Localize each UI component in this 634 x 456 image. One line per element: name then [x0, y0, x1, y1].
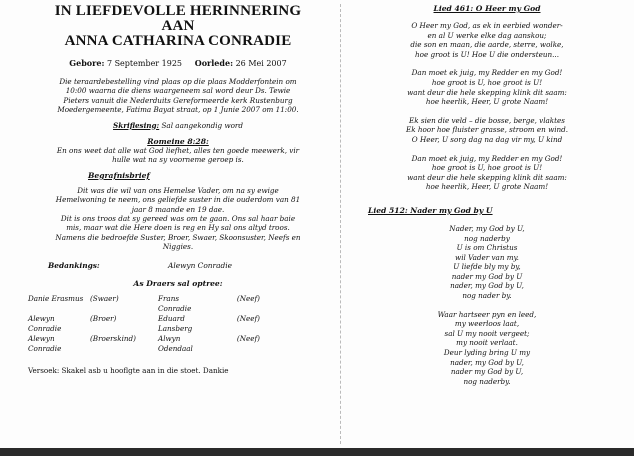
hymn-line: wil Vader van my.: [455, 252, 519, 262]
hymn-461-chorus: [352, 154, 622, 192]
scripture-value: Sal aangekondig word: [161, 120, 243, 130]
hymn-line: sal U my nooit vergeet;: [444, 328, 530, 338]
bearer-name: Eduard Lansberg: [158, 313, 193, 333]
hymn-line: en al U werke elke dag aanskou;: [427, 30, 547, 40]
hymn-line: O Heer, U sorg dag na dag vir my, U kind: [411, 134, 563, 144]
funeral-line: Pieters vanuit die Nederduits Gereformeerde kerk Rustenburg: [63, 95, 293, 105]
bearer-name: Alewyn Conradie: [28, 313, 62, 333]
hymn-line: nader, my God by U,: [450, 281, 524, 291]
scripture-label: Skriflesing:: [113, 120, 160, 130]
hymn-461-stanza: [352, 21, 622, 59]
biography-line: Namens die bedroefde Suster, Broer, Swaer, Skoonsuster, Neefs en: [55, 232, 301, 242]
hymn-line: Ek sien die veld – die bosse, berge, vlaktes: [409, 115, 565, 125]
hymn-line: nog nader by.: [462, 291, 512, 301]
died-date: 26 Mei 2007: [235, 59, 287, 68]
biography-line: Hemelwoning te neem, ons geliefde suster in die ouderdom van 81: [55, 195, 301, 205]
hymn-line: hoe groot is U, hoe groot is U!: [431, 163, 543, 173]
bearer-relation: (Broer): [90, 313, 117, 323]
hymn-line: nader, my God by U,: [450, 357, 524, 367]
hymn-line: Dan moet ek juig, my Redder en my God!: [411, 68, 563, 78]
hymn-461-heading: Lied 461: O Heer my God: [433, 4, 541, 13]
biography-line: Dit is ons troos dat sy gereed was om te gaan. Ons sal haar baie: [60, 214, 296, 224]
left-panel: [28, 4, 328, 375]
hymn-line: want deur die hele skepping klink dit saam:: [407, 87, 567, 97]
funeral-line: 10:00 waarna die diens waargeneem sal word deur Ds. Tewie: [65, 86, 291, 96]
bearer-relation: (Neef): [236, 333, 260, 343]
deceased-name: ANNA CATHARINA CONRADIE: [64, 33, 292, 49]
hymn-line: my nooit verlaat.: [456, 338, 518, 348]
biography-line: Dit was die wil van ons Hemelse Vader, om na sy ewige: [77, 185, 279, 195]
scan-edge: [0, 448, 634, 456]
heading-line-1: IN LIEFDEVOLLE HERINNERING: [54, 3, 302, 19]
hymn-461-stanza: [352, 116, 622, 145]
died-label: Oorlede:: [194, 58, 234, 68]
bearer-name: Alewyn Conradie: [28, 333, 62, 353]
hymn-line: nader my God by U,: [450, 367, 524, 377]
bearer-name: Danie Erasmus: [28, 293, 84, 303]
hymn-line: hoe groot is U! Hoe U die ondersteun...: [415, 49, 559, 59]
hymn-512-heading: Lied 512: Nader my God by U: [368, 205, 493, 215]
biography-heading: Begrafnisbrief: [88, 170, 150, 180]
scripture-row: [28, 121, 328, 130]
hymn-512-stanza: [352, 310, 622, 387]
hymn-line: hoe groot is U, hoe groot is U!: [431, 77, 543, 87]
hymn-line: nog naderby: [464, 233, 510, 243]
born-label: Gebore:: [69, 58, 105, 68]
hymn-line: nog naderby.: [463, 376, 511, 386]
hymn-461-chorus: [352, 68, 622, 106]
right-panel: [352, 4, 622, 386]
romeine-line: hulle wat na sy voorneme geroep is.: [112, 155, 244, 165]
hymn-line: hoe heerlik, Heer, U grote Naam!: [425, 97, 549, 107]
biography-line: jaar 8 maande en 19 dae.: [131, 204, 225, 214]
hymn-line: Deur lyding bring U my: [443, 348, 531, 358]
biography-line: mis, maar wat die Here doen is reg en Hy sal ons altyd troos.: [66, 223, 290, 233]
hymn-line: Ek hoor hoe fluister grasse, stroom en wind.: [405, 125, 569, 135]
bearer-name: Alwyn Odendaal: [158, 333, 193, 353]
funeral-notice: [28, 77, 328, 115]
hymn-line: Dan moet ek juig, my Redder en my God!: [411, 153, 563, 163]
hymn-line: die son en maan, die aarde, sterre, wolke,: [410, 40, 564, 50]
hymn-line: Waar hartseer pyn en leed,: [437, 309, 537, 319]
hymn-line: want deur die hele skepping klink dit saam:: [407, 172, 567, 182]
funeral-line: Moedergemeente, Fatima Bayat straat, op 1 Junie 2007 om 11:00.: [57, 105, 299, 115]
hymn-512-stanza: [352, 224, 622, 301]
biography-line: Niggies.: [162, 242, 194, 252]
bearers-table: [28, 294, 328, 354]
column-divider: [340, 4, 342, 444]
thanks-row: [28, 261, 328, 270]
hymn-line: my weerloos laat,: [454, 319, 520, 329]
funeral-line: Die teraardebestelling vind plaas op die plaas Modderfontein om: [59, 77, 297, 86]
hymn-line: Nader, my God by U,: [449, 223, 525, 233]
hymn-line: U liefde bly my by,: [453, 262, 521, 272]
bearer-relation: (Swaer): [90, 293, 119, 303]
bearer-name: Frans Conradie: [158, 293, 192, 313]
dates-row: [28, 58, 328, 68]
thanks-value: Alewyn Conradie: [168, 260, 232, 270]
romeine-line: En ons weet dat alle wat God liefhet, alles ten goede meewerk, vir: [56, 146, 300, 156]
thanks-label: Bedankings:: [48, 260, 100, 270]
biography-text: [28, 186, 328, 252]
hymn-line: U is om Christus: [456, 243, 518, 253]
bearers-heading: As Draers sal optree:: [133, 278, 223, 288]
romeine-text: [28, 146, 328, 165]
bearer-relation: (Neef): [236, 313, 260, 323]
hymn-line: hoe heerlik, Heer, U grote Naam!: [425, 182, 549, 192]
hymn-line: O Heer my God, as ek in eerbied wonder-: [411, 21, 563, 30]
procession-request: Versoek: Skakel asb u hooflgte aan in die stoet. Dankie: [28, 365, 229, 375]
heading-line-2: AAN: [161, 18, 195, 34]
bearer-relation: (Neef): [236, 293, 260, 303]
hymn-line: nader my God by U: [451, 271, 523, 281]
bearer-relation: (Broerskind): [90, 333, 136, 343]
born-date: 7 September 1925: [106, 59, 183, 68]
romeine-heading: Romeine 8:28:: [147, 137, 209, 147]
